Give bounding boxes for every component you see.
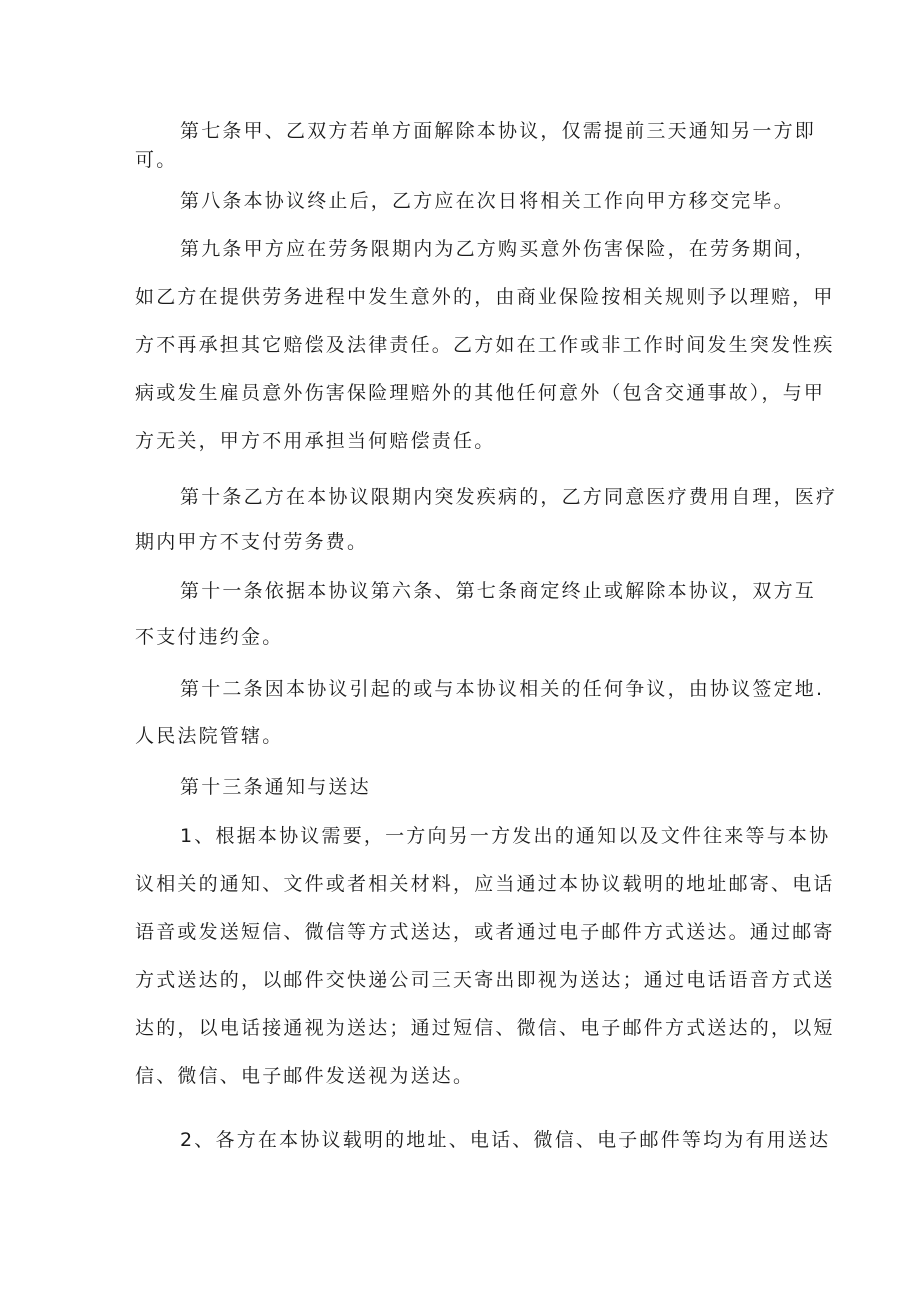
text-line: 如乙方在提供劳务进程中发生意外的，由商业保险按相关规则予以理赔，甲 <box>135 286 835 308</box>
text-line: 第八条本协议终止后，乙方应在次日将相关工作向甲方移交完毕。 <box>180 190 795 212</box>
text-line: 人民法院管辖。 <box>135 725 284 747</box>
section-heading: 第十三条通知与送达 <box>180 776 371 798</box>
text-line: 议相关的通知、文件或者相关材料，应当通过本协议载明的地址邮寄、电话 <box>135 873 835 895</box>
text-line: 第十二条因本协议引起的或与本协议相关的任何争议，由协议签定地. <box>180 678 825 700</box>
text-line: 1、根据本协议需要，一方向另一方发出的通知以及文件往来等与本协 <box>180 825 831 847</box>
text-line: 2、各方在本协议载明的地址、电话、微信、电子邮件等均为有用送达 <box>180 1129 831 1151</box>
text-line: 病或发生雇员意外伤害保险理赔外的其他任何意外（包含交通事故），与甲 <box>135 382 826 404</box>
text-line: 语音或发送短信、微信等方式送达，或者通过电子邮件方式送达。通过邮寄 <box>135 921 835 943</box>
text-line: 方无关，甲方不用承担当何赔偿责任。 <box>135 430 496 452</box>
text-line: 不支付违约金。 <box>135 626 284 648</box>
text-line: 信、微信、电子邮件发送视为送达。 <box>135 1065 475 1087</box>
text-line: 方式送达的，以邮件交快递公司三天寄出即视为送达；通过电话语音方式送 <box>135 969 835 991</box>
text-line: 可。 <box>135 149 178 171</box>
text-line: 第十一条依据本协议第六条、第七条商定终止或解除本协议，双方互 <box>180 580 817 602</box>
text-line: 第九条甲方应在劳务限期内为乙方购买意外伤害保险，在劳务期间， <box>180 238 817 260</box>
text-line: 期内甲方不支付劳务费。 <box>135 531 369 553</box>
text-line: 第十条乙方在本协议限期内突发疾病的，乙方同意医疗费用自理，医疗 <box>180 486 838 508</box>
text-line: 第七条甲、乙双方若单方面解除本协议，仅需提前三天通知另一方即 <box>180 120 817 142</box>
text-line: 达的，以电话接通视为送达；通过短信、微信、电子邮件方式送达的，以短 <box>135 1017 835 1039</box>
text-line: 方不再承担其它赔偿及法律责任。乙方如在工作或非工作时间发生突发性疾 <box>135 334 835 356</box>
